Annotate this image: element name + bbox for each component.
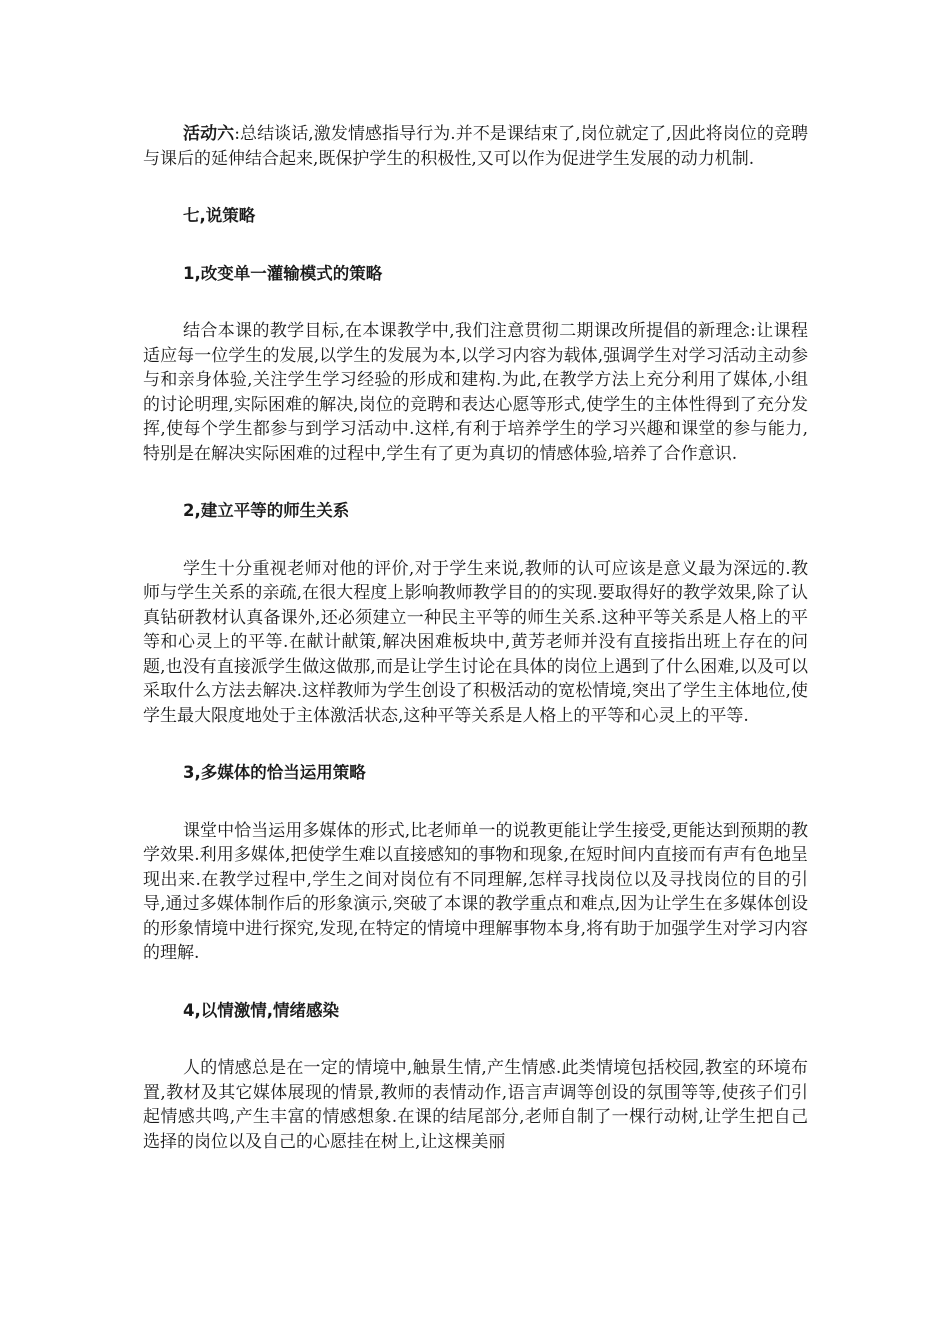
strategy-2-heading: 2,建立平等的师生关系 bbox=[183, 501, 350, 520]
activity-six-paragraph bbox=[143, 122, 808, 171]
activity-six-text: :总结谈话,激发情感指导行为.并不是课结束了,岗位就定了,因此将岗位的竞聘与课后的延伸结合起来,既保护学生的积极性,又可以作为促进学生发展的动力机制. bbox=[143, 124, 809, 169]
strategy-3-heading: 3,多媒体的恰当运用策略 bbox=[183, 763, 366, 782]
strategy-1-paragraph: 结合本课的教学目标,在本课教学中,我们注意贯彻二期课改所提倡的新理念:让课程适应每一位学生的发展,以学生的发展为本,以学习内容为载体,强调学生对学习活动主动参与和亲身体验,关注学生学习经验的形成和建构.为此,在教学方法上充分利用了媒体,小组的讨论明理,实际困难的解决,岗位的竞聘和表达心愿等形式,使学生的主体性得到了充分发挥,使每个学生都参与到学习活动中.这样,有利于培养学生的学习兴趣和课堂的参与能力,特别是在解决实际困难的过程中,学生有了更为真切的情感体验,培养了合作意识. bbox=[143, 321, 808, 464]
strategy-3-paragraph: 课堂中恰当运用多媒体的形式,比老师单一的说教更能让学生接受,更能达到预期的教学效果.利用多媒体,把使学生难以直接感知的事物和现象,在短时间内直接而有声有色地呈现出来.在教学过程中,学生之间对岗位有不同理解,怎样寻找岗位以及寻找岗位的目的引导,通过多媒体制作后的形象演示,突破了本课的教学重点和难点,因为让学生在多媒体创设的形象情境中进行探究,发现,在特定的情境中理解事物本身,将有助于加强学生对学习内容的理解. bbox=[143, 820, 808, 963]
strategy-4-paragraph: 人的情感总是在一定的情境中,触景生情,产生情感.此类情境包括校园,教室的环境布置,教材及其它媒体展现的情景,教师的表情动作,语言声调等创设的氛围等等,使孩子们引起情感共鸣,产生丰富的情感想象.在课的结尾部分,老师自制了一棵行动树,让学生把自己选择的岗位以及自己的心愿挂在树上,让这棵美丽 bbox=[143, 1058, 808, 1152]
document-body bbox=[143, 122, 808, 1154]
strategy-1-heading: 1,改变单一灌输模式的策略 bbox=[183, 263, 383, 283]
strategy-2-paragraph: 学生十分重视老师对他的评价,对于学生来说,教师的认可应该是意义最为深远的.教师与学生关系的亲疏,在很大程度上影响教师教学目的的实现.要取得好的教学效果,除了认真钻研教材认真备课外,还必须建立一种民主平等的师生关系.这种平等关系是人格上的平等和心灵上的平等.在献计献策,解决困难板块中,黄芳老师并没有直接指出班上存在的问题,也没有直接派学生做这做那,而是让学生讨论在具体的岗位上遇到了什么困难,以及可以采取什么方法去解决.这样教师为学生创设了积极活动的宽松情境,突出了学生主体地位,使学生最大限度地处于主体激活状态,这种平等关系是人格上的平等和心灵上的平等. bbox=[143, 558, 808, 726]
section-seven-heading: 七,说策略 bbox=[183, 206, 256, 225]
strategy-4-heading: 4,以情激情,情绪感染 bbox=[183, 1000, 340, 1020]
activity-six-lead: 活动六 bbox=[183, 124, 235, 144]
